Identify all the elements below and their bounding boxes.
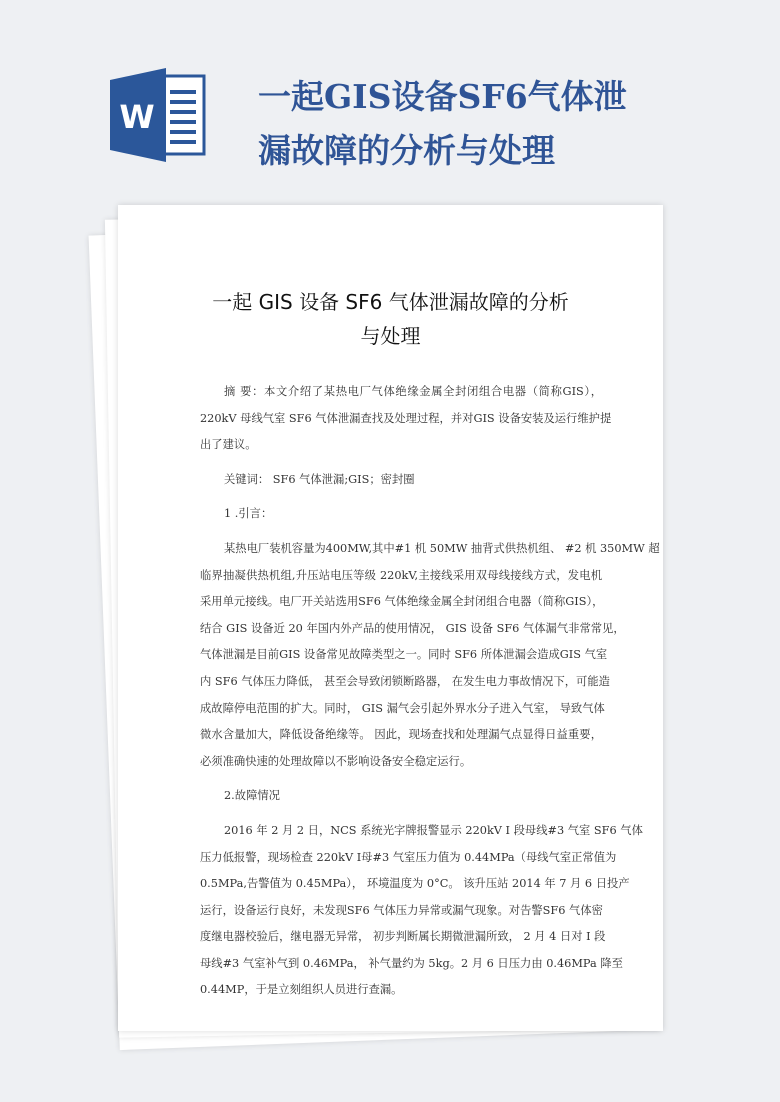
document-body <box>200 379 660 1004</box>
abstract-line: 220kV 母线气室 SF6 气体泄漏查找及处理过程，并对GIS 设备安装及运行维护提 <box>200 411 612 425</box>
header-title <box>258 70 627 178</box>
paragraph-line: 气体泄漏是目前GIS 设备常见故障类型之一。同时 SF6 所体泄漏会造成GIS 气室 <box>200 648 608 662</box>
abstract-line: 出了建议。 <box>200 438 257 452</box>
paragraph-line: 某热电厂装机容量为400MW,其中#1 机 50MW 抽背式供热机组、 #2 机 350MW 超 <box>224 541 660 555</box>
paragraph-line: 压力低报警，现场检查 220kV Ⅰ母#3 气室压力值为 0.44MPa（母线气室正常值为 <box>200 850 617 864</box>
header-title-line: 漏故障的分析与处理 <box>258 131 555 170</box>
keywords: 关键词： SF6 气体泄漏;GIS；密封圈 <box>224 472 415 486</box>
paragraph-line: 必须准确快速的处理故障以不影响设备安全稳定运行。 <box>200 754 472 768</box>
abstract-line: 摘 要：本文介绍了某热电厂气体绝缘金属全封闭组合电器（简称GIS）， <box>224 385 602 398</box>
paragraph-line: 结合 GIS 设备近 20 年国内外产品的使用情况， GIS 设备 SF6 气体漏气非常常见， <box>200 621 625 635</box>
paragraph-line: 成故障停电范围的扩大。同时， GIS 漏气会引起外界水分子进入气室， 导致气体 <box>200 701 605 715</box>
paragraph-line: 0.44MP，于是立刻组织人员进行查漏。 <box>200 983 403 997</box>
paragraph-line: 微水含量加大，降低设备绝缘等。 因此，现场查找和处理漏气点显得日益重要， <box>200 728 602 742</box>
paragraph-line: 内 SF6 气体压力降低， 甚至会导致闭锁断路器， 在发生电力事故情况下，可能造 <box>200 674 610 688</box>
paragraph-line: 采用单元接线。电厂开关站选用SF6 气体绝缘金属全封闭组合电器（简称GIS）， <box>200 595 604 609</box>
paragraph-line: 0.5MPa,告警值为 0.45MPa）， 环境温度为 0°C。 该升压站 2014 年 7 月 6 日投产 <box>200 877 630 891</box>
section-heading: 2.故障情况 <box>224 789 280 803</box>
word-document-icon <box>110 68 208 162</box>
document-title-line: 一起 GIS 设备 SF6 气体泄漏故障的分析 <box>212 290 569 314</box>
paragraph-line: 度继电器校验后，继电器无异常， 初步判断属长期微泄漏所致， 2 月 4 日对 I 段 <box>200 930 606 944</box>
svg-text:W: W <box>119 98 155 136</box>
paragraph-line: 母线#3 气室补气到 0.46MPa， 补气量约为 5kg。2 月 6 日压力由 0.46MPa 降至 <box>200 956 623 970</box>
paragraph-line: 运行，设备运行良好，未发现SF6 气体压力异常或漏气现象。对告警SF6 气体密 <box>200 903 603 917</box>
document-title <box>118 285 663 353</box>
document-page <box>118 205 663 1031</box>
document-title-line: 与处理 <box>360 324 421 348</box>
paragraph-line: 临界抽凝供热机组,升压站电压等级 220kV,主接线采用双母线接线方式，发电机 <box>200 568 602 582</box>
paragraph-line: 2016 年 2 月 2 日，NCS 系统光字牌报警显示 220kV I 段母线#3 气室 SF6 气体 <box>224 823 643 837</box>
section-heading: 1 .引言： <box>224 507 273 521</box>
header-title-line: 一起GIS设备SF6气体泄 <box>258 77 627 116</box>
